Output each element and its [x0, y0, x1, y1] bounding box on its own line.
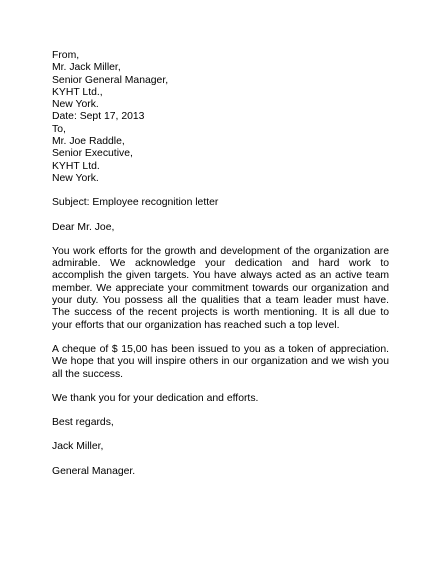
body-paragraph-1: You work efforts for the growth and development of the organization are admirable. We acknowledge your dedication and hard work to accomplish the given targets. You have always acted as an active team member. We appreciate your commitment towards our organization and your duty. You possess all the qualities that a team leader must have. The success of the recent projects is worth mentioning. It is all due to your efforts that our organization has reached such a top level.	[52, 245, 389, 331]
subject-line: Subject: Employee recognition letter	[52, 197, 219, 209]
spacer	[52, 429, 389, 441]
letter-page	[52, 50, 389, 478]
recipient-block	[52, 124, 389, 185]
salutation: Dear Mr. Joe,	[52, 221, 115, 233]
spacer	[52, 381, 389, 393]
spacer	[52, 332, 389, 344]
recipient-title: Senior Executive,	[52, 148, 133, 160]
to-label: To,	[52, 123, 66, 135]
spacer	[52, 234, 389, 246]
recipient-city: New York.	[52, 172, 99, 184]
sender-title: Senior General Manager,	[52, 74, 169, 86]
recipient-name: Mr. Joe Raddle,	[52, 136, 125, 148]
from-label: From,	[52, 50, 80, 61]
closing-regards: Best regards,	[52, 417, 114, 429]
sender-city: New York.	[52, 99, 99, 111]
spacer	[52, 185, 389, 197]
recipient-company: KYHT Ltd.	[52, 160, 100, 172]
body-paragraph-3: We thank you for your dedication and efforts.	[52, 392, 259, 404]
spacer	[52, 210, 389, 222]
spacer	[52, 405, 389, 417]
closing-name: Jack Miller,	[52, 441, 104, 453]
sender-name: Mr. Jack Miller,	[52, 62, 121, 74]
letter-date: Date: Sept 17, 2013	[52, 111, 145, 123]
spacer	[52, 454, 389, 466]
closing-title: General Manager.	[52, 465, 136, 477]
sender-company: KYHT Ltd.,	[52, 86, 103, 98]
body-paragraph-2: A cheque of $ 15,00 has been issued to you as a token of appreciation. We hope that you will inspire others in our organization and we wish you all the success.	[52, 343, 389, 380]
sender-block	[52, 50, 389, 124]
